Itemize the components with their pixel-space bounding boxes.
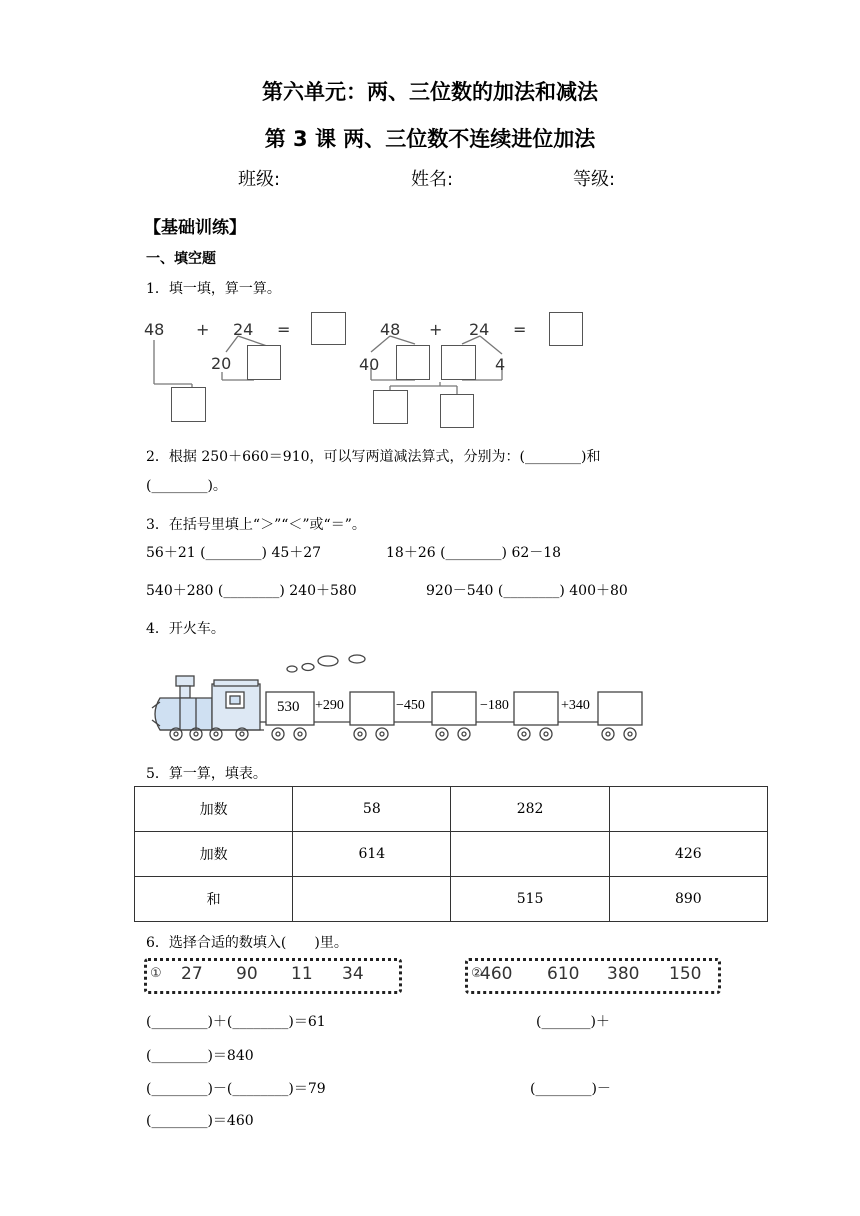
q6-equation-2-end: (________)＝840 — [146, 1048, 254, 1064]
table-row — [135, 877, 768, 922]
q1-right-plus: + — [429, 320, 443, 339]
q6-equation-4-end: (________)＝460 — [146, 1113, 254, 1129]
table-cell: 282 — [451, 787, 609, 832]
q1-right-sum-box-b[interactable] — [440, 394, 474, 428]
train-op-2: −450 — [396, 698, 425, 713]
q1-right-addend-a: 48 — [380, 320, 401, 339]
q1-left-plus: + — [196, 320, 210, 339]
group-2-number: 150 — [669, 964, 702, 984]
grade-label: 等级: — [573, 169, 616, 190]
table-cell: 426 — [609, 832, 767, 877]
q6-equation-1: (________)＋(________)＝61 — [146, 1014, 326, 1030]
name-label: 姓名: — [411, 169, 454, 190]
q6-equation-2-start: (_______)＋ — [536, 1014, 610, 1030]
group-1-number: 27 — [181, 964, 203, 984]
question-6-text: 6．选择合适的数填入( )里。 — [146, 935, 348, 951]
table-row — [135, 787, 768, 832]
table-cell: 加数 — [135, 832, 293, 877]
lesson-title: 第 3 课 两、三位数不连续进位加法 — [264, 127, 596, 151]
group-1-number: 90 — [236, 964, 258, 984]
train-op-1: +290 — [315, 698, 344, 713]
question-5-text: 5．算一算，填表。 — [146, 766, 267, 782]
table-cell-blank[interactable] — [451, 832, 609, 877]
q1-left-addend-b: 24 — [233, 320, 254, 339]
q1-right-sum-box-a[interactable] — [373, 390, 408, 424]
q6-equation-4-start: (________)－ — [530, 1081, 611, 1097]
table-cell-blank[interactable] — [293, 877, 451, 922]
q1-left-addend-a: 48 — [144, 320, 165, 339]
addition-table — [134, 786, 768, 922]
q1-right-split-b: 4 — [495, 355, 506, 374]
question-3-text: 3．在括号里填上“＞”“＜”或“＝”。 — [146, 517, 366, 533]
q1-right-equals: = — [513, 320, 527, 339]
q1-right-split-a: 40 — [359, 355, 380, 374]
question-1-text: 1．填一填，算一算。 — [146, 281, 281, 297]
question-3-compare-1: 56＋21 (________) 45＋27 — [146, 545, 322, 561]
q1-left-sum-box[interactable] — [171, 387, 206, 422]
class-label: 班级: — [238, 169, 281, 190]
question-2-line2: (________)。 — [146, 478, 227, 494]
q1-right-result-box[interactable] — [549, 312, 583, 346]
q6-equation-3: (________)－(________)＝79 — [146, 1081, 326, 1097]
question-3-compare-2: 18＋26 (________) 62－18 — [386, 545, 562, 561]
q1-right-split-box-b[interactable] — [441, 345, 476, 380]
q1-left-split-box[interactable] — [247, 345, 281, 380]
table-cell: 和 — [135, 877, 293, 922]
question-4-text: 4．开火车。 — [146, 621, 225, 637]
group-2-number: 610 — [547, 964, 580, 984]
group-1-number: 34 — [342, 964, 364, 984]
group-1-number: 11 — [291, 964, 313, 984]
group-1-label: ① — [150, 966, 162, 981]
question-3-compare-3: 540＋280 (________) 240＋580 — [146, 583, 357, 599]
table-cell: 58 — [293, 787, 451, 832]
table-row — [135, 832, 768, 877]
group-2-number: 380 — [607, 964, 640, 984]
worksheet-title: 第六单元：两、三位数的加法和减法 — [262, 80, 598, 104]
q1-left-split-value: 20 — [211, 354, 232, 373]
q1-right-split-box-a[interactable] — [396, 345, 430, 380]
group-2-label: ② — [471, 966, 483, 981]
group-2-number: 460 — [480, 964, 513, 984]
train-op-3: −180 — [480, 698, 509, 713]
section-title: 【基础训练】 — [144, 218, 246, 238]
q1-left-equals: = — [277, 320, 291, 339]
question-2-line1: 2．根据 250＋660＝910，可以写两道减法算式，分别为：(________)和 — [146, 449, 601, 465]
table-cell: 614 — [293, 832, 451, 877]
train-start-value: 530 — [277, 699, 300, 715]
part-title: 一、填空题 — [146, 251, 216, 267]
question-3-compare-4: 920－540 (________) 400＋80 — [426, 583, 628, 599]
q1-right-addend-b: 24 — [469, 320, 490, 339]
table-cell-blank[interactable] — [609, 787, 767, 832]
table-cell: 加数 — [135, 787, 293, 832]
q1-left-result-box[interactable] — [311, 312, 346, 345]
table-cell: 890 — [609, 877, 767, 922]
table-cell: 515 — [451, 877, 609, 922]
train-op-4: +340 — [561, 698, 590, 713]
